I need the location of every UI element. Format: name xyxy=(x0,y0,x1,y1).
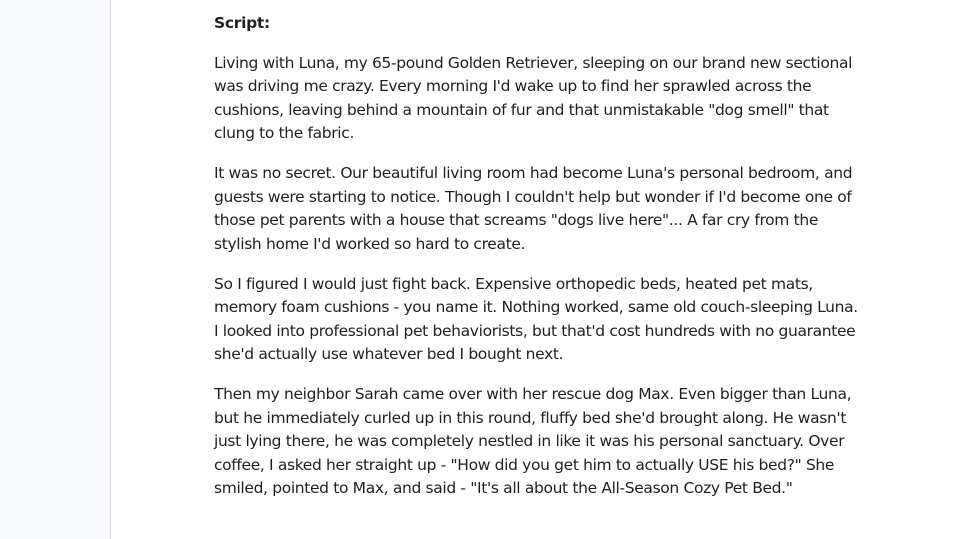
paragraph-3: So I figured I would just fight back. Expensive orthopedic beds, heated pet mats, memory foam cushions - you name it. Nothing worked, same old couch-sleeping Luna. I looked into professional pet behaviorists, but that'd cost hundreds with no guarantee she'd actually use whatever bed I bought next. xyxy=(214,274,858,363)
paragraph-4: Then my neighbor Sarah came over with her rescue dog Max. Even bigger than Luna, but he immediately curled up in this round, fluffy bed she'd brought along. He wasn't just lying there, he was completely nestled in like it was his personal sanctuary. Over coffee, I asked her straight up - "How did you get him to actually USE his bed?" She smiled, pointed to Max, and said - "It's all about the All-Season Cozy Pet Bed." xyxy=(214,385,852,497)
paragraph-1: Living with Luna, my 65-pound Golden Retriever, sleeping on our brand new sectional was driving me crazy. Every morning I'd wake up to find her sprawled across the cushions, leaving behind a mountain of fur and that unmistakable "dog smell" that clung to the fabric. xyxy=(214,53,853,142)
left-sidebar xyxy=(0,0,111,539)
paragraph-2: It was no secret. Our beautiful living room had become Luna's personal bedroom, and guests were starting to notice. Though I couldn't help but wonder if I'd become one of those pet parents with a house that screams "dogs live here"... A far cry from the stylish home I'd worked so hard to create. xyxy=(214,164,853,253)
script-heading: Script: xyxy=(214,14,270,32)
document-body xyxy=(214,12,864,517)
